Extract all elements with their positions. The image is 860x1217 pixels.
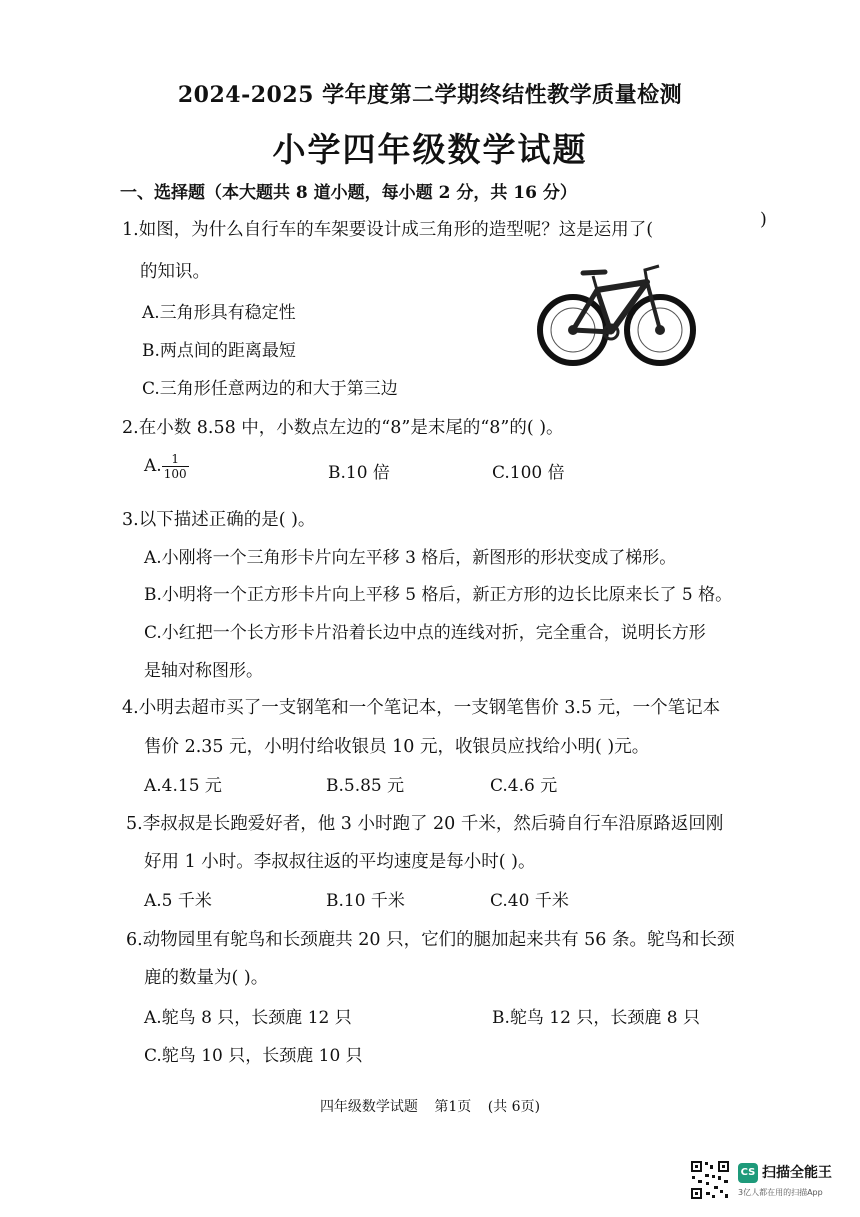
fraction-numerator: 1 (162, 452, 189, 467)
question-3-option-b: B.小明将一个正方形卡片向上平移 5 格后，新正方形的边长比原来长了 5 格。 (144, 585, 733, 605)
question-6-option-c: C.鸵鸟 10 只，长颈鹿 10 只 (144, 1046, 363, 1066)
fraction (162, 452, 189, 481)
question-4-line1: 4.小明去超市买了一支钢笔和一个笔记本，一支钢笔售价 3.5 元，一个笔记本 (122, 698, 721, 718)
question-3-line1: 3.以下描述正确的是( )。 (122, 510, 316, 530)
question-4-option-b: B.5.85 元 (326, 776, 405, 796)
question-1-close-paren: ) (760, 210, 767, 230)
question-2-option-b: B.10 倍 (328, 463, 390, 483)
question-2-line1: 2.在小数 8.58 中，小数点左边的“8”是末尾的“8”的( )。 (122, 418, 564, 438)
question-1-line2: 的知识。 (140, 262, 210, 282)
section-heading: 一、选择题（本大题共 8 道小题，每小题 2 分，共 16 分） (120, 183, 577, 203)
footer-total-pages: (共 6页) (487, 1099, 541, 1115)
question-1-option-b: B.两点间的距离最短 (142, 341, 296, 361)
footer-title: 四年级数学试题 (319, 1099, 418, 1115)
qr-code-icon (690, 1160, 730, 1200)
footer-page-number: 第1页 (434, 1099, 472, 1115)
question-4-option-a: A.4.15 元 (144, 776, 222, 796)
camscanner-logo-icon: CS (738, 1163, 758, 1183)
question-5-line1: 5.李叔叔是长跑爱好者，他 3 小时跑了 20 千米，然后骑自行车沿原路返回刚 (126, 814, 724, 834)
question-1-option-a: A.三角形具有稳定性 (142, 303, 296, 323)
question-2-option-a-prefix: A. (144, 456, 162, 476)
question-6-line1: 6.动物园里有鸵鸟和长颈鹿共 20 只，它们的腿加起来共有 56 条。鸵鸟和长颈 (126, 930, 735, 950)
scanner-app-tagline: 3亿人都在用的扫描App (738, 1188, 823, 1197)
question-1-line1: 1.如图，为什么自行车的车架要设计成三角形的造型呢？这是运用了( (122, 220, 654, 240)
page-footer (0, 1096, 860, 1116)
question-4-option-c: C.4.6 元 (490, 776, 558, 796)
question-1-option-c: C.三角形任意两边的和大于第三边 (142, 379, 398, 399)
question-5-line2: 好用 1 小时。李叔叔往返的平均速度是每小时( )。 (144, 852, 536, 872)
fraction-denominator: 100 (163, 467, 187, 481)
exam-title: 2024-2025 学年度第二学期终结性教学质量检测 (177, 82, 683, 108)
question-2-option-a (144, 452, 189, 481)
bicycle-image (535, 260, 700, 370)
question-3-option-c: C.小红把一个长方形卡片沿着长边中点的连线对折，完全重合，说明长方形 (144, 623, 706, 643)
question-5-option-c: C.40 千米 (490, 891, 569, 911)
question-4-line2: 售价 2.35 元，小明付给收银员 10 元，收银员应找给小明( )元。 (144, 737, 650, 757)
scanner-app-name: 扫描全能王 (762, 1165, 832, 1181)
question-5-option-a: A.5 千米 (144, 891, 212, 911)
question-6-line2: 鹿的数量为( )。 (144, 968, 269, 988)
question-6-option-b: B.鸵鸟 12 只，长颈鹿 8 只 (492, 1008, 700, 1028)
paper-title: 小学四年级数学试题 (272, 130, 588, 169)
question-3-option-a: A.小刚将一个三角形卡片向左平移 3 格后，新图形的形状变成了梯形。 (144, 548, 677, 568)
question-2-option-c: C.100 倍 (492, 463, 565, 483)
question-6-option-a: A.鸵鸟 8 只，长颈鹿 12 只 (144, 1008, 352, 1028)
question-5-option-b: B.10 千米 (326, 891, 405, 911)
question-3-option-c-cont: 是轴对称图形。 (144, 661, 263, 681)
